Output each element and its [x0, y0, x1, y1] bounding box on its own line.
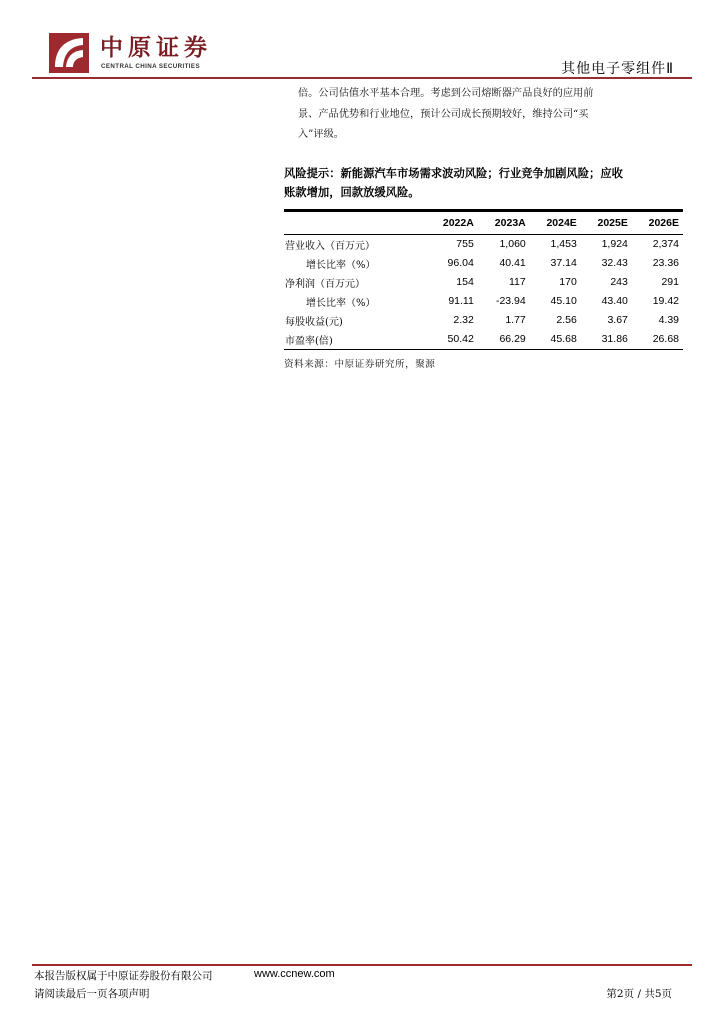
table-row — [284, 234, 683, 254]
table-row — [284, 292, 683, 311]
table-cell: 1,924 — [601, 238, 628, 250]
paragraph-line: 景、产品优势和行业地位，预计公司成长预期较好，维持公司“买 — [298, 108, 589, 120]
table-cell: 243 — [610, 276, 628, 288]
risk-line: 风险提示：新能源汽车市场需求波动风险；行业竞争加剧风险；应收 — [284, 166, 623, 180]
table-row — [284, 273, 683, 292]
risk-warning — [284, 164, 683, 202]
row-label: 市盈率(倍) — [284, 330, 426, 350]
table-cell: 755 — [456, 238, 474, 250]
column-header — [284, 210, 426, 234]
row-label: 净利润（百万元） — [285, 278, 365, 290]
table-cell: 32.43 — [601, 257, 628, 269]
table-cell: 3.67 — [607, 314, 628, 326]
table-cell: 1,060 — [499, 238, 526, 250]
table-cell: 154 — [456, 276, 474, 288]
row-label: 营业收入（百万元） — [285, 240, 375, 252]
row-label: 增长比率（%） — [306, 259, 376, 271]
table-cell: -23.94 — [495, 295, 526, 307]
copyright-notice: 本报告版权属于中原证券股份有限公司 — [34, 970, 213, 982]
column-header: 2023A — [478, 210, 530, 234]
valuation-paragraph — [284, 84, 683, 146]
website-link[interactable]: www.ccnew.com — [254, 968, 335, 980]
column-header: 2026E — [632, 210, 683, 234]
header-divider — [32, 77, 692, 79]
row-label: 增长比率（%） — [306, 297, 376, 309]
paragraph-line: 入”评级。 — [298, 129, 344, 140]
page-number: 第2页 / 共5页 — [606, 988, 672, 1000]
risk-line: 账款增加，回款放缓风险。 — [284, 185, 420, 199]
disclaimer-note: 请阅读最后一页各项声明 — [34, 988, 150, 1000]
table-cell: 2,374 — [652, 238, 679, 250]
table-row — [284, 254, 683, 273]
logo-chinese-name: 中原证券 — [100, 34, 212, 61]
footer-divider — [32, 964, 692, 966]
table-cell: 45.10 — [550, 295, 577, 307]
column-header: 2025E — [581, 210, 632, 234]
table-header-row — [284, 210, 683, 234]
table-cell: 91.11 — [448, 295, 474, 307]
logo-english-name: CENTRAL CHINA SECURITIES — [101, 63, 200, 70]
table-cell: 45.68 — [530, 330, 581, 350]
table-cell: 50.42 — [426, 330, 478, 350]
column-header: 2024E — [530, 210, 581, 234]
table-cell: 23.36 — [652, 257, 679, 269]
table-row — [284, 311, 683, 330]
table-source-note: 资料来源：中原证券研究所，聚源 — [284, 358, 436, 370]
company-logo-icon — [49, 33, 89, 73]
row-label: 每股收益(元) — [285, 316, 343, 328]
table-cell: 40.41 — [499, 257, 526, 269]
table-cell: 117 — [509, 276, 526, 288]
table-cell: 4.39 — [658, 314, 679, 326]
table-cell: 26.68 — [632, 330, 683, 350]
main-content — [284, 84, 683, 370]
financial-forecast-table — [284, 209, 683, 350]
table-cell: 170 — [559, 276, 577, 288]
table-cell: 1,453 — [550, 238, 577, 250]
table-cell: 19.42 — [652, 295, 679, 307]
column-header: 2022A — [426, 210, 478, 234]
industry-title: 其他电子零组件Ⅱ — [561, 61, 674, 77]
table-row — [284, 330, 683, 350]
table-cell: 43.40 — [601, 295, 628, 307]
table-cell: 96.04 — [447, 257, 474, 269]
table-cell: 291 — [661, 276, 679, 288]
table-cell: 2.56 — [556, 314, 577, 326]
paragraph-line: 倍。公司估值水平基本合理。考虑到公司熔断器产品良好的应用前 — [298, 88, 594, 99]
table-cell: 37.14 — [550, 257, 577, 269]
table-cell: 1.77 — [505, 314, 526, 326]
table-cell: 66.29 — [478, 330, 530, 350]
table-cell: 2.32 — [453, 314, 474, 326]
table-cell: 31.86 — [581, 330, 632, 350]
